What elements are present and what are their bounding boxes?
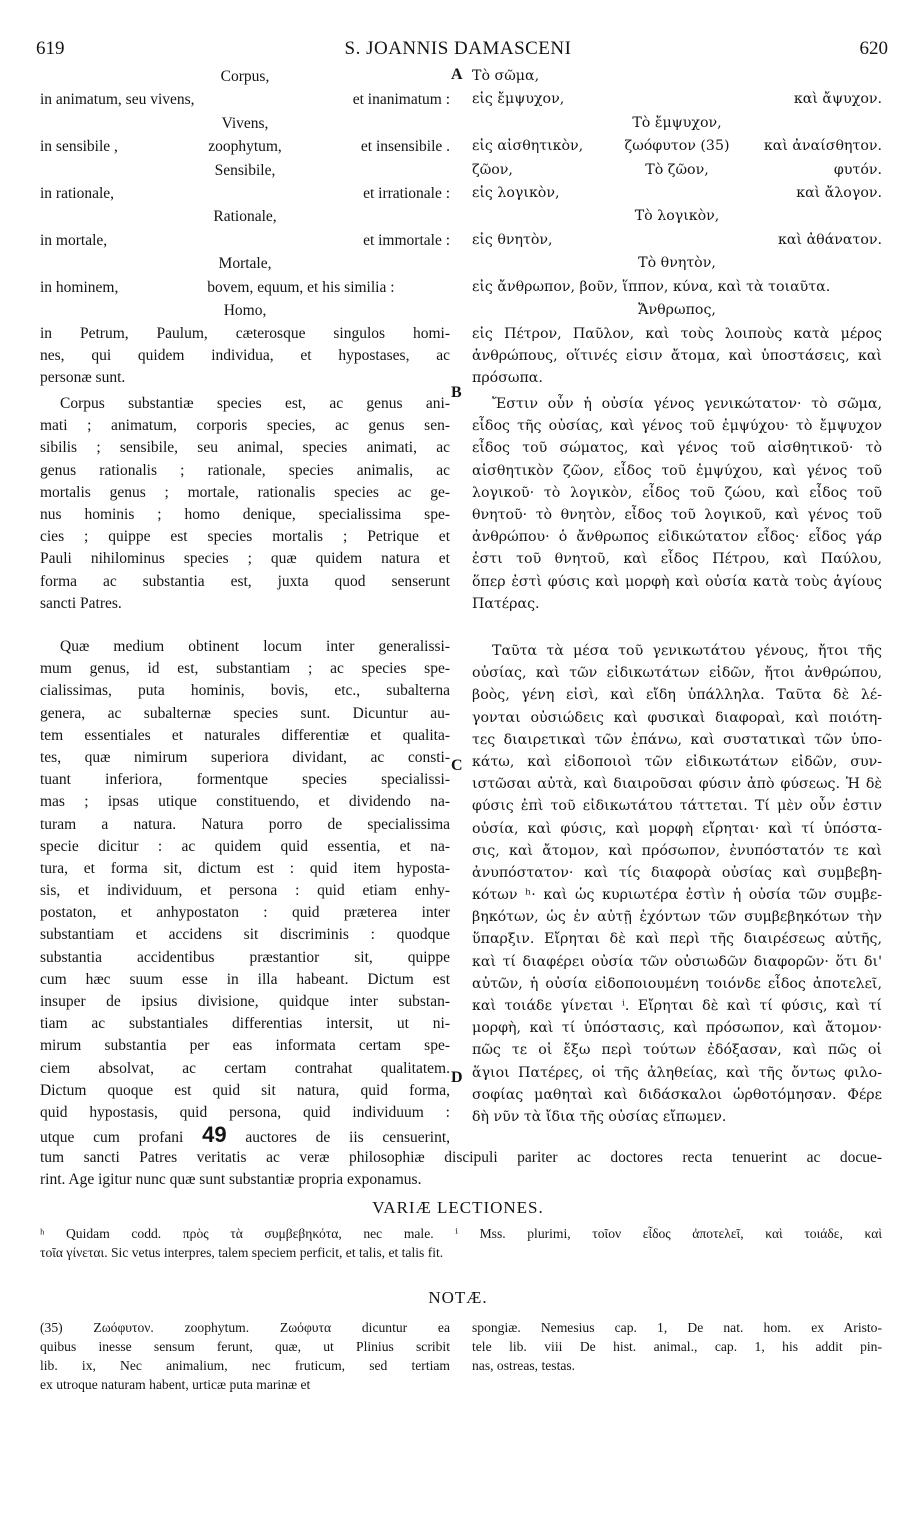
text-line: substantia accidentibus præstantior sit, quippe xyxy=(40,948,450,966)
full-width-conclusion xyxy=(40,1147,882,1191)
tree-cell xyxy=(313,65,450,88)
text-line: genera, ac subalternæ species sunt. Dicuntur au- xyxy=(40,704,450,722)
tree-cell: zoophytum, xyxy=(208,138,282,156)
text-line: εἰς Πέτρον, Παῦλον, καὶ τοὺς λοιποὺς κατὰ μέρος xyxy=(472,326,882,342)
text-line: quibus inesse sensum ferunt, quæ, ut Plinius scribit xyxy=(40,1339,450,1354)
text-line: καὶ τί διαφέρει οὐσία τῶν οὐσιωδῶν διαφορῶν· ὅτι δι' xyxy=(472,953,882,970)
text-line: utque cum profani xyxy=(40,1129,184,1147)
tree-cell xyxy=(40,112,177,135)
tree-cell xyxy=(313,299,450,322)
text-line: mirum substantia per eas informata certam spe- xyxy=(40,1037,450,1055)
column-number: 49 xyxy=(202,1124,227,1147)
page-number-right: 620 xyxy=(859,38,888,59)
text-line: οὐσία, καὶ φύσις, καὶ μορφὴ εἴρηται· καὶ τί ὑπόστα- xyxy=(472,820,882,837)
tree-cell xyxy=(609,182,746,205)
text-line: ʰ Quidam codd. πρὸς τὰ συμβεβηκότα, nec male. ⁱ Mss. plurimi, τοῖον εἶδος ἀποτελεῖ, καὶ τοιάδε, καὶ xyxy=(40,1226,882,1241)
tree-cell: Vivens, xyxy=(221,114,269,132)
text-line: ἀνυπόστατον· καὶ τίς διαφορὰ οὐσίας καὶ συμβεβη- xyxy=(472,864,882,881)
tree-cell xyxy=(472,205,609,228)
tree-cell xyxy=(745,205,882,228)
tree-cell xyxy=(609,88,746,111)
tree-cell xyxy=(40,159,177,182)
greek-paragraph-3 xyxy=(472,640,882,1128)
tree-cell: in animatum, seu vivens, xyxy=(40,91,195,109)
text-line: insuper de ipsius divisione, quidque inter substan- xyxy=(40,993,450,1010)
margin-letter-c: C xyxy=(451,757,463,774)
tree-cell: ζωόφυτον (35) xyxy=(624,138,730,155)
text-line: τες διαιρετικαὶ τῶν ἐπάνω, καὶ συστατικαὶ τῶν ὑπο- xyxy=(472,731,882,748)
text-line: μορφὴ, καὶ τί ὑπόστασις, καὶ πρόσωπον, καὶ ἄτομον· xyxy=(472,1020,882,1037)
text-line: δὴ νῦν τὰ ἴδια τῆς οὐσίας εἴπωμεν. xyxy=(472,1108,727,1125)
tree-cell: Τὸ σῶμα, xyxy=(472,68,540,84)
tree-cell: Homo, xyxy=(223,301,267,319)
tree-cell: εἰς θνητὸν, xyxy=(472,231,553,248)
tree-cell: καὶ ἄψυχον. xyxy=(793,91,883,108)
page-number-left: 619 xyxy=(36,38,65,59)
text-line: Corpus substantiæ species est, ac genus ani- xyxy=(60,395,450,412)
margin-letter-a: A xyxy=(451,66,463,83)
text-line: nus hominis ; homo denique, specialissima spe- xyxy=(40,505,450,523)
text-line: Quæ medium obtinent locum inter generalissi- xyxy=(60,638,450,655)
running-title: S. JOANNIS DAMASCENI xyxy=(344,38,572,59)
text-line: in Petrum, Paulum, cæterosque singulos homi- xyxy=(40,325,450,342)
latin-paragraph-3 xyxy=(40,636,450,1146)
text-line: Ἔστιν οὖν ἡ οὐσία γένος γενικώτατον· τὸ σῶμα, xyxy=(492,396,882,412)
notae-title: NOTÆ. xyxy=(428,1288,488,1307)
tree-cell xyxy=(472,299,609,322)
tree-row xyxy=(40,88,882,111)
text-line: quid hypostasis, quid persona, quid individuum : xyxy=(40,1103,450,1121)
tree-cell xyxy=(745,112,882,135)
text-line: πρόσωπα. xyxy=(472,370,543,387)
text-line: αὐτῶν, ἡ οὐσία εἰδοποιουμένη τοιόνδε εἶδος ἀποτελεῖ, xyxy=(472,975,882,992)
text-line: ex utroque naturam habent, urticæ puta marinæ et xyxy=(40,1377,311,1392)
text-line: ὕπαρξιν. Εἴρηται δὲ καὶ περὶ τῆς διαιρέσεως αὐτῆς, xyxy=(472,931,882,948)
tree-cell: et irrationale : xyxy=(363,184,451,202)
tree-cell: et inanimatum : xyxy=(352,91,451,109)
tree-row xyxy=(40,112,882,135)
tree-cell: φυτόν. xyxy=(833,161,883,178)
text-line: spongiæ. Nemesius cap. 1, De nat. hom. ex Aristo- xyxy=(472,1320,882,1335)
text-line: mum genus, id est, substantiam ; ac species spe- xyxy=(40,660,450,678)
latin-paragraph-2 xyxy=(40,393,450,615)
text-line: ἀνθρώπου· ὁ ἄνθρωπος εἰδικώτατον εἶδος· εἶδος γάρ xyxy=(472,529,882,546)
text-line: ὅπερ ἐστὶ φύσις καὶ μορφὴ καὶ οὐσία κατὰ τοὺς ἁγίους xyxy=(472,573,882,590)
tree-cell xyxy=(313,159,450,182)
text-line: Dictum quoque est quid sit natura, quid forma, xyxy=(40,1081,450,1099)
greek-paragraph-1 xyxy=(472,323,882,390)
tree-cell xyxy=(177,182,314,205)
tree-cell xyxy=(40,299,177,322)
text-line: specie dicitur : ac quidem quid essentia, et na- xyxy=(40,837,450,855)
tree-cell xyxy=(40,252,177,275)
text-line xyxy=(40,1124,450,1146)
tree-cell: in rationale, xyxy=(40,184,115,202)
tree-cell: καὶ ἄλογον. xyxy=(796,184,883,201)
tree-cell xyxy=(195,88,323,111)
porphyrian-tree xyxy=(40,65,882,322)
text-line: nas, ostreas, testas. xyxy=(472,1358,576,1373)
text-line: σις, καὶ ἄτομον, καὶ πρόσωπον, ἐνυπόστατόν τε καὶ xyxy=(472,842,882,859)
tree-cell: Corpus, xyxy=(220,68,270,85)
tree-cell: Τὸ λογικὸν, xyxy=(634,208,720,225)
text-line: βοὸς, γένη εἰσὶ, καὶ εἴδη ὑπάλληλα. Ταῦτα δὲ λέ- xyxy=(472,687,882,704)
tree-cell xyxy=(313,112,450,135)
text-line: mas ; ipsas utique constituendo, et dividendo na- xyxy=(40,793,450,811)
text-line-tail: auctores de iis censuerint, xyxy=(245,1129,450,1147)
tree-cell: εἰς λογικὸν, xyxy=(472,184,560,201)
tree-cell xyxy=(745,299,882,322)
tree-cell: in sensibile , xyxy=(40,138,118,156)
notae-right-column xyxy=(472,1318,882,1375)
text-line: cum hæc suum esse in illa habeant. Dictum est xyxy=(40,970,450,988)
tree-cell: bovem, equum, et his similia : xyxy=(207,278,395,296)
text-line: sibilis ; sensibile, seu animal, species animati, ac xyxy=(40,439,450,457)
tree-cell: Τὸ θνητὸν, xyxy=(638,255,716,272)
tree-cell xyxy=(745,252,882,275)
tree-cell xyxy=(177,229,314,252)
tree-cell: Ἄνθρωπος, xyxy=(638,301,716,318)
text-line: φύσις ἐπὶ τοῦ εἰδικωτάτου τάττεται. Τί μὲν οὖν ἐστιν xyxy=(472,798,882,815)
tree-cell: Mortale, xyxy=(218,255,272,273)
tree-cell: καὶ ἀναίσθητον. xyxy=(763,138,883,155)
tree-row xyxy=(40,205,882,228)
tree-cell: Sensibile, xyxy=(214,161,276,179)
text-line: tura, et forma sit, dictum est : quid item hyposta- xyxy=(40,859,450,877)
tree-row xyxy=(40,135,882,158)
tree-cell: εἰς ἔμψυχον, xyxy=(472,91,565,108)
text-line: personæ sunt. xyxy=(40,369,126,387)
text-line: αἰσθητικὸν ζῶον, εἶδος τοῦ ἐμψύχου, καὶ γένος τοῦ xyxy=(472,462,882,479)
text-line: sancti Patres. xyxy=(40,594,122,612)
text-line: ciem absolvat, ac certam contrahat qualitatem. xyxy=(40,1059,450,1077)
text-line: tele lib. viii De hist. animal., cap. 1, his addit pin- xyxy=(472,1339,882,1354)
text-line: ἐστι τοῦ θνητοῦ, καὶ εἶδος Πέτρου, καὶ Παύλου, xyxy=(472,551,882,568)
margin-letter-b: B xyxy=(451,384,462,401)
text-line: tuant inferiora, formentque species specialissi- xyxy=(40,771,450,789)
notae-left-column xyxy=(40,1318,450,1394)
tree-cell: ζῶον, xyxy=(472,161,513,178)
text-line: ἀνθρώπους, οἵτινές εἰσιν ἄτομα, καὶ ὑποστάσεις, καὶ xyxy=(472,348,882,365)
tree-cell xyxy=(609,229,746,252)
text-line: εἶδος τοῦ σώματος, καὶ γένος τοῦ αἰσθητικοῦ· τὸ xyxy=(472,440,882,457)
text-line: tum sancti Patres veritatis ac veræ philosophiæ discipuli pariter ac doctores recta tenuerint ac docue- xyxy=(40,1149,882,1166)
tree-row xyxy=(40,159,882,182)
tree-cell: εἰς ἄνθρωπον, βοῦν, ἵππον, κύνα, καὶ τὰ τοιαῦτα. xyxy=(472,278,831,295)
tree-cell xyxy=(313,205,450,228)
text-line: ιστῶσαι αὐτὰ, καὶ διαιροῦσαι φύσιν ἀπὸ φύσεως. Ἡ δὲ xyxy=(472,776,882,793)
tree-cell: Τὸ ἔμψυχον, xyxy=(632,114,722,131)
text-line: τοῖα γίνεται. Sic vetus interpres, talem speciem perficit, et talis, et talis fit. xyxy=(40,1245,444,1260)
tree-cell: εἰς αἰσθητικὸν, xyxy=(472,138,584,155)
text-line: cies ; quippe est species mortalis ; Petrique et xyxy=(40,528,450,546)
greek-paragraph-2 xyxy=(472,393,882,615)
text-line: οὐσίας, καὶ τῶν εἰδικωτάτων εἰδῶν, ἤτοι ἀνθρώπου, xyxy=(472,665,882,682)
text-line: καὶ τοιάδε γίνεται ⁱ. Εἴρηται δὲ καὶ τί φύσις, καὶ τί xyxy=(472,998,882,1014)
text-line: turam a natura. Natura porro de specialissima xyxy=(40,815,450,833)
tree-cell xyxy=(745,65,882,88)
margin-letter-d: D xyxy=(451,1069,463,1086)
tree-cell: Rationale, xyxy=(213,208,277,226)
text-line: substantiam et accidens sit discriminis : quodque xyxy=(40,926,450,944)
tree-cell xyxy=(40,65,177,88)
tree-cell xyxy=(40,205,177,228)
tree-row xyxy=(40,229,882,252)
tree-cell: in hominem, xyxy=(40,278,119,296)
text-line: mati ; animatum, corporis species, ac genus sen- xyxy=(40,417,450,435)
text-line: cialissimas, puta hominis, bovis, etc., subalterna xyxy=(40,682,450,700)
text-line: θνητοῦ· τὸ θνητὸν, εἶδος τοῦ λογικοῦ, καὶ γένος τοῦ xyxy=(472,506,882,523)
text-line: βηκότων, ὡς ἐν αὐτῇ ἐχόντων τῶν συμβεβηκότων τὴν xyxy=(472,909,882,926)
text-line: Πατέρας. xyxy=(472,595,540,612)
tree-cell: et insensibile . xyxy=(360,138,451,156)
tree-row xyxy=(40,276,882,299)
text-line: mortalis genus ; mortale, rationalis species ac ge- xyxy=(40,483,450,501)
tree-cell: καὶ ἀθάνατον. xyxy=(778,231,883,248)
text-line: κότων ʰ· καὶ ὡς κυριωτέρα ἐστὶν ἡ οὐσία τῶν συμβε- xyxy=(472,887,882,904)
text-line: tem essentiales et naturales differentiæ et qualita- xyxy=(40,726,450,744)
text-line: Pauli nihilominus species ; quæ quidem natura et xyxy=(40,550,450,568)
tree-cell xyxy=(472,252,609,275)
text-line: λογικοῦ· τὸ λογικὸν, εἶδος τοῦ ζώου, καὶ εἶδος τοῦ xyxy=(472,484,882,501)
text-line: rint. Age igitur nunc quæ sunt substantiæ propria exponamus. xyxy=(40,1171,422,1189)
text-line: σοφίας μαθηταὶ καὶ διδάσκαλοι ὡρθοτόμησαν. Φέρε xyxy=(472,1086,882,1103)
tree-row xyxy=(40,252,882,275)
text-line: nes, qui quidem individua, et hypostases, ac xyxy=(40,347,450,365)
tree-cell: Τὸ ζῶον, xyxy=(645,161,709,178)
text-line: forma ac substantia est, juxta quod senserunt xyxy=(40,572,450,590)
tree-cell: in mortale, xyxy=(40,231,108,249)
tree-cell: et immortale : xyxy=(363,231,451,249)
tree-cell xyxy=(472,112,609,135)
latin-paragraph-1 xyxy=(40,323,450,390)
variae-lectiones-title: VARIÆ LECTIONES. xyxy=(372,1198,544,1217)
text-line: tiam ac substantiales differentias intersit, ut ni- xyxy=(40,1015,450,1033)
tree-cell xyxy=(609,65,746,88)
text-line: (35) Ζωόφυτον. zoophytum. Ζωόφυτα dicuntur ea xyxy=(40,1320,450,1335)
tree-cell xyxy=(313,252,450,275)
tree-row xyxy=(40,299,882,322)
text-line: κάτω, καὶ εἰδοποιοὶ τῶν εἰδικωτάτων εἰδῶν, συν- xyxy=(472,753,882,770)
variae-lectiones-text xyxy=(40,1224,882,1262)
text-line: genus rationalis ; rationale, species animalis, ac xyxy=(40,461,450,479)
text-line: εἶδος τῆς οὐσίας, καὶ γένος τοῦ ἐμψύχου· τὸ ἔμψυχον xyxy=(472,418,882,435)
text-line: Ταῦτα τὰ μέσα τοῦ γενικωτάτου γένους, ἤτοι τῆς xyxy=(492,643,882,659)
text-line: sis, et individuum, et persona : quid etiam enhy- xyxy=(40,882,450,900)
text-line: γονται οὐσιώδεις καὶ φυσικαὶ διαφοραὶ, καὶ ποιότη- xyxy=(472,709,882,726)
text-line: ἅγιοι Πατέρες, οἱ τῆς ἀληθείας, καὶ τῆς ὄντως φιλο- xyxy=(472,1064,882,1081)
text-line: lib. ix, Nec animalium, nec fruticum, sed tertiam xyxy=(40,1358,450,1373)
text-line: πῶς τε οἱ ἔξω περὶ τούτων ἐδόξασαν, καὶ πῶς οἱ xyxy=(472,1042,882,1059)
text-line: tes, quæ nimirum superiora dividant, ac consti- xyxy=(40,748,450,766)
tree-row xyxy=(40,65,882,88)
text-line: postaton, et anhypostaton : quid præterea inter xyxy=(40,904,450,922)
tree-row xyxy=(40,182,882,205)
